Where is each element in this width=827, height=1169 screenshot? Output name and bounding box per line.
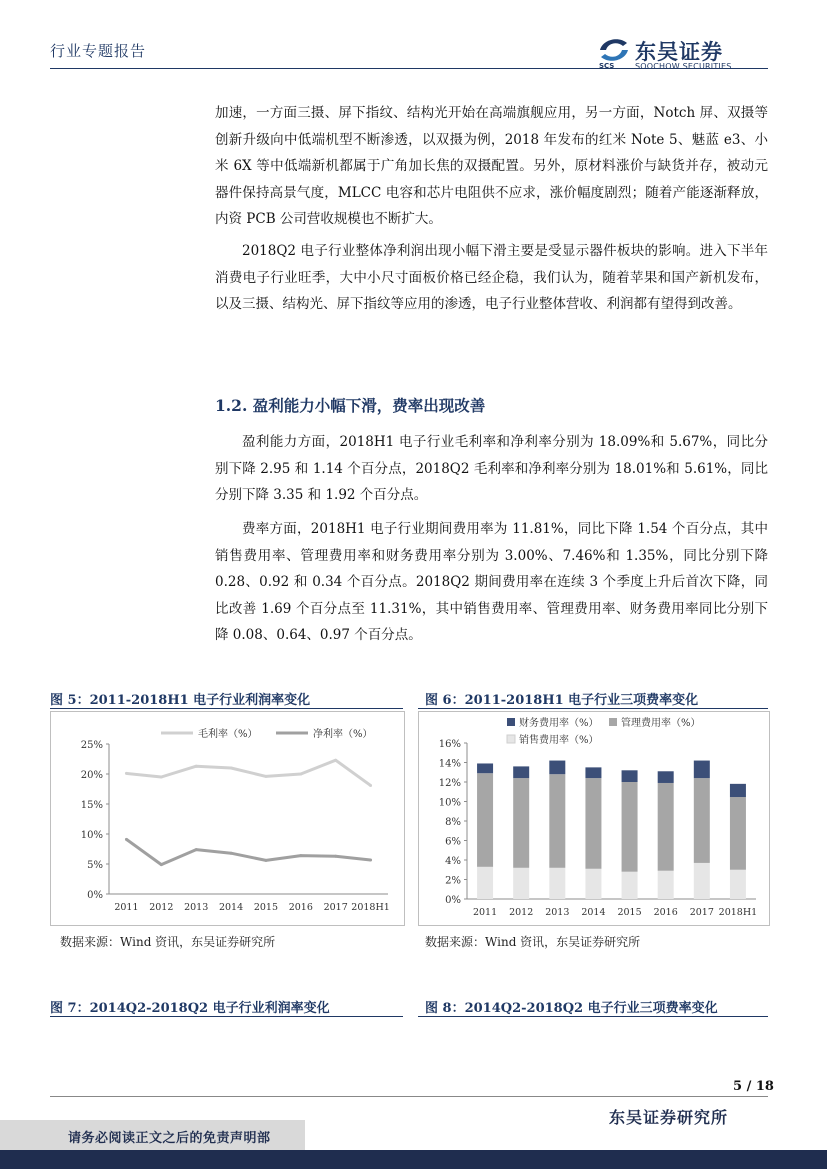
fig6-bar-segment-0 xyxy=(585,869,601,899)
fig5-series-line-0 xyxy=(126,760,370,785)
fig6-bar-segment-0 xyxy=(477,867,493,899)
fig6-bar-segment-2 xyxy=(658,771,674,783)
footer-disclaimer: 请务必阅读正文之后的免责声明部 xyxy=(68,1131,271,1146)
fig5-title-rule xyxy=(50,708,403,709)
fig6-y-tick-label: 0% xyxy=(445,895,461,906)
fig5-data-point xyxy=(160,863,163,866)
fig6-bar-segment-1 xyxy=(549,774,565,868)
fig6-legend-swatch xyxy=(507,735,515,743)
fig5-data-point xyxy=(264,859,267,862)
fig6-bar-segment-1 xyxy=(622,782,638,872)
fig6-stacked-bar-chart xyxy=(419,712,769,925)
fig5-x-tick-label: 2018H1 xyxy=(351,902,390,913)
header-divider xyxy=(50,68,768,69)
fig6-bar-segment-1 xyxy=(585,778,601,869)
fig5-data-point xyxy=(125,838,128,841)
fig6-bar-segment-0 xyxy=(658,871,674,899)
fig6-legend-label: 财务费用率（%） xyxy=(519,718,599,729)
fig5-y-tick-label: 20% xyxy=(80,770,103,781)
fig5-data-point xyxy=(230,767,233,770)
fig7-title-rule xyxy=(50,1016,403,1017)
page-number: 5 / 18 xyxy=(733,1079,774,1094)
fig6-x-tick-label: 2018H1 xyxy=(718,907,758,918)
fig5-data-point xyxy=(369,784,372,787)
fig5-y-tick-label: 0% xyxy=(87,890,103,901)
fig8-title-rule xyxy=(418,1016,768,1017)
fig5-x-tick-label: 2017 xyxy=(323,902,348,913)
report-type-label: 行业专题报告 xyxy=(50,42,147,60)
fig5-data-point xyxy=(160,776,163,779)
company-logo xyxy=(597,36,772,70)
fig5-x-tick-label: 2014 xyxy=(218,902,244,913)
footer-divider xyxy=(50,1096,768,1097)
fig5-data-point xyxy=(230,852,233,855)
fig5-x-tick-label: 2016 xyxy=(288,902,313,913)
section-title: 1.2. 盈利能力小幅下滑，费率出现改善 xyxy=(215,396,486,415)
fig6-y-tick-label: 14% xyxy=(438,758,461,770)
footer-bar xyxy=(0,1150,827,1169)
fig6-y-tick-label: 16% xyxy=(438,739,461,750)
fig6-legend-swatch xyxy=(507,718,515,726)
fig5-data-point xyxy=(369,858,372,861)
fig6-x-tick-label: 2013 xyxy=(545,907,570,918)
fig5-x-tick-label: 2011 xyxy=(114,902,139,913)
paragraph-4: 费率方面，2018H1 电子行业期间费用率为 11.81%，同比下降 1.54 个百分点，其中销售费用率、管理费用率和财务费用率分别为 3.00%、7.46%和 1.35%，同比分别下降 0.28、0.92 和 0.34 个百分点。2018Q2 期间费用率在连续 3 个季度上升后首次下降，同比改善 1.69 个百分点至 11.31%，其中销售费用率、管理费用率、财务费用率同比分别下降 0.08、0.64、0.97 个百分点。 xyxy=(215,521,768,643)
fig7-title: 图 7：2014Q2-2018Q2 电子行业利润率变化 xyxy=(50,1001,330,1016)
fig5-x-tick-label: 2013 xyxy=(184,902,209,913)
fig6-source: 数据来源：Wind 资讯，东吴证券研究所 xyxy=(425,935,641,949)
fig6-y-tick-label: 6% xyxy=(445,836,461,848)
fig5-source: 数据来源：Wind 资讯，东吴证券研究所 xyxy=(60,935,276,949)
fig6-y-tick-label: 10% xyxy=(438,797,461,809)
fig5-data-point xyxy=(334,855,337,858)
fig6-x-tick-label: 2017 xyxy=(689,907,714,918)
fig6-bar-segment-2 xyxy=(622,770,638,782)
fig6-legend-label: 管理费用率（%） xyxy=(621,718,701,729)
fig5-data-point xyxy=(334,759,337,762)
fig6-x-tick-label: 2014 xyxy=(581,907,606,918)
fig6-bar-segment-1 xyxy=(477,773,493,867)
fig5-y-tick-label: 15% xyxy=(80,800,103,811)
fig6-y-tick-label: 12% xyxy=(438,778,461,789)
paragraph-2: 2018Q2 电子行业整体净利润出现小幅下滑主要是受显示器件板块的影响。进入下半年消费电子行业旺季，大中小尺寸面板价格已经企稳，我们认为，随着苹果和国产新机发布，以及三摄、结构光、屏下指纹等应用的渗透，电子行业整体营收、利润都有望得到改善。 xyxy=(215,243,768,312)
fig6-title: 图 6：2011-2018H1 电子行业三项费率变化 xyxy=(425,693,699,708)
fig6-y-tick-label: 8% xyxy=(445,817,461,828)
fig6-bar-segment-1 xyxy=(730,797,746,870)
fig6-bar-segment-0 xyxy=(549,868,565,899)
fig6-x-tick-label: 2011 xyxy=(472,907,498,918)
logo-en-text: SOOCHOW SECURITIES xyxy=(635,62,732,71)
fig5-x-tick-label: 2015 xyxy=(253,902,279,913)
paragraph-1: 加速，一方面三摄、屏下指纹、结构光开始在高端旗舰应用，另一方面，Notch 屏、双摄等创新升级向中低端机型不断渗透，以双摄为例，2018 年发布的红米 Note 5、魅蓝 e3、小米 6X 等中低端新机都属于广角加长焦的双摄配置。另外，原材料涨价与缺货并存，被动元器件保持高景气度，MLCC 电容和芯片电阻供不应求，涨价幅度剧烈；随着产能逐渐释放，内资 PCB 公司营收规模也不断扩大。 xyxy=(215,105,768,227)
fig5-data-point xyxy=(125,772,128,775)
fig5-data-point xyxy=(299,854,302,857)
fig6-x-tick-label: 2012 xyxy=(509,907,534,918)
fig6-bar-segment-1 xyxy=(513,778,529,868)
fig5-y-tick-label: 5% xyxy=(87,860,103,871)
fig6-bar-segment-2 xyxy=(549,761,565,775)
fig5-line-chart xyxy=(51,712,404,925)
logo-abbr-text: SCS xyxy=(599,62,615,70)
fig6-bar-segment-2 xyxy=(694,761,710,779)
fig5-title: 图 5：2011-2018H1 电子行业利润率变化 xyxy=(50,693,311,708)
fig6-bar-segment-0 xyxy=(513,868,529,899)
fig6-bar-segment-1 xyxy=(694,778,710,863)
fig6-y-tick-label: 2% xyxy=(445,875,461,887)
fig6-bar-segment-2 xyxy=(477,763,493,773)
fig5-legend-label: 净利率（%） xyxy=(313,729,373,740)
fig6-bar-segment-2 xyxy=(730,784,746,797)
fig5-data-point xyxy=(195,848,198,851)
fig5-chart xyxy=(50,711,405,926)
fig6-bar-segment-2 xyxy=(585,767,601,778)
fig5-data-point xyxy=(264,775,267,778)
fig5-y-tick-label: 25% xyxy=(80,740,103,751)
fig6-chart xyxy=(418,711,770,926)
paragraph-3: 盈利能力方面，2018H1 电子行业毛利率和净利率分别为 18.09%和 5.67%，同比分别下降 2.95 和 1.14 个百分点，2018Q2 毛利率和净利率分别为 18.01%和 5.61%，同比分别下降 3.35 和 1.92 个百分点。 xyxy=(215,434,768,503)
logo-cn-text: 东吴证券 xyxy=(635,40,723,64)
fig5-series-line-1 xyxy=(126,839,370,864)
fig6-bar-segment-2 xyxy=(513,766,529,778)
fig6-bar-segment-1 xyxy=(658,783,674,871)
fig6-bar-segment-0 xyxy=(694,863,710,899)
fig6-bar-segment-0 xyxy=(730,870,746,899)
fig6-bar-segment-0 xyxy=(622,872,638,899)
fig6-legend-swatch xyxy=(609,718,617,726)
fig6-x-tick-label: 2015 xyxy=(617,907,642,918)
fig6-x-tick-label: 2016 xyxy=(653,907,678,918)
fig5-y-tick-label: 10% xyxy=(80,830,103,841)
footer-brand: 东吴证券研究所 xyxy=(609,1108,729,1127)
fig5-data-point xyxy=(299,773,302,776)
fig6-legend-label: 销售费用率（%） xyxy=(519,735,599,746)
fig5-x-tick-label: 2012 xyxy=(149,902,174,913)
fig5-legend-label: 毛利率（%） xyxy=(198,729,258,740)
fig6-title-rule xyxy=(418,708,768,709)
fig5-data-point xyxy=(195,765,198,768)
fig6-y-tick-label: 4% xyxy=(445,856,461,867)
fig8-title: 图 8：2014Q2-2018Q2 电子行业三项费率变化 xyxy=(425,1001,718,1016)
